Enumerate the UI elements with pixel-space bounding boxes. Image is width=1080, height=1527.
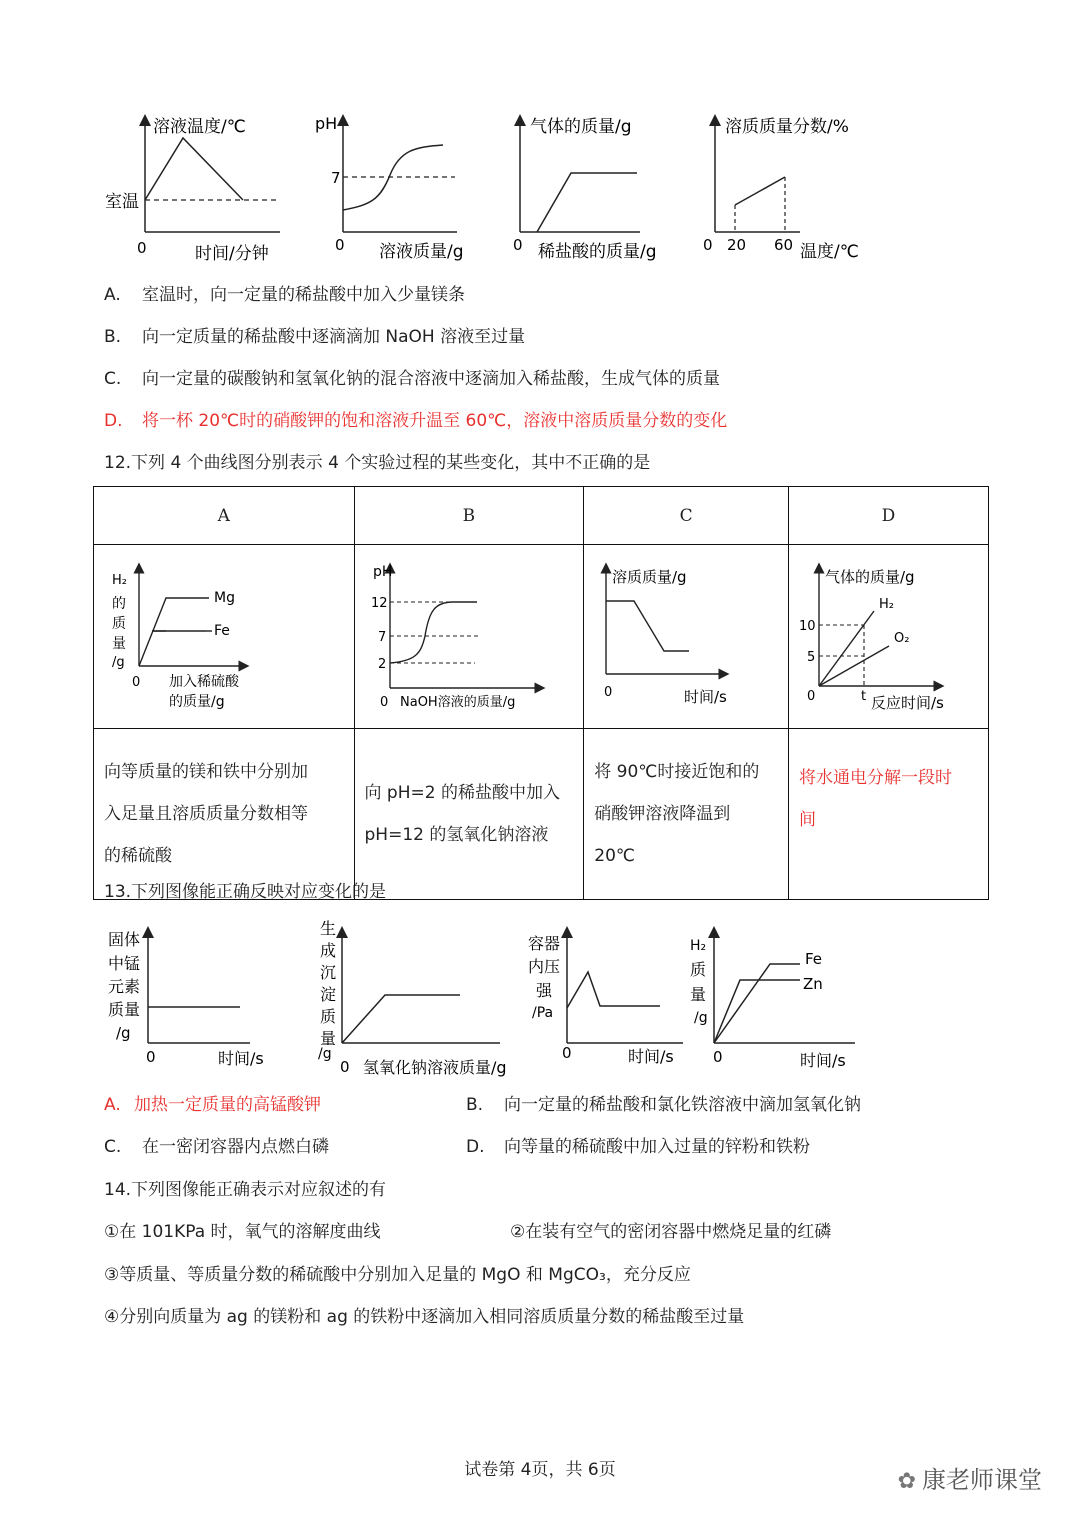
q11-g2-tick: 7 xyxy=(331,169,341,187)
q11-graph-temperature xyxy=(105,117,280,264)
q13g4-y: /g xyxy=(694,1010,708,1026)
q13-option-c xyxy=(104,1136,329,1158)
q13-option-a xyxy=(104,1094,321,1116)
q13g1-y: /g xyxy=(116,1024,131,1042)
q13g4-s2: Zn xyxy=(803,975,823,993)
q12-table xyxy=(93,486,989,900)
q11-g3-xlabel: 稀盐酸的质量/g xyxy=(538,242,657,262)
q13g3-y: 强 xyxy=(536,981,553,1000)
q12d-ylabel: 气体的质量/g xyxy=(825,568,915,586)
q11-option-b xyxy=(104,326,525,348)
option-text: 加热一定质量的高锰酸钾 xyxy=(134,1095,321,1115)
q13-stem: 13.下列图像能正确反映对应变化的是 xyxy=(104,882,387,902)
q12a-y2: 的 xyxy=(112,596,126,612)
q12-figure-c xyxy=(584,545,789,729)
q12-header-d: D xyxy=(789,487,989,545)
option-text: 在一密闭容器内点燃白磷 xyxy=(142,1137,329,1157)
option-text: 向一定量的碳酸钠和氢氧化钠的混合溶液中逐滴加入稀盐酸，生成气体的质量 xyxy=(142,369,720,389)
desc-line: 硝酸钾溶液降温到 xyxy=(594,804,731,824)
q12a-origin: 0 xyxy=(132,675,141,690)
q13g2-y: 沉 xyxy=(320,963,337,982)
q12-figure-b xyxy=(354,545,584,729)
q12b-xlabel: NaOH溶液的质量/g xyxy=(399,695,515,710)
q12-desc-a xyxy=(94,729,355,900)
q12c-origin: 0 xyxy=(604,685,613,700)
option-label: D. xyxy=(104,411,123,431)
q11-g2-origin: 0 xyxy=(335,236,345,254)
q11-option-d xyxy=(104,410,727,432)
q12b-t2: 2 xyxy=(377,657,386,672)
q12b-ylabel: pH xyxy=(372,564,392,580)
q13g4-s1: Fe xyxy=(805,950,823,968)
q11-graph-ph xyxy=(315,114,464,262)
q14-item-4: ④分别向质量为 ag 的镁粉和 ag 的铁粉中逐滴加入相同溶质质量分数的稀盐酸至过量 xyxy=(104,1307,745,1327)
q12c-xlabel: 时间/s xyxy=(684,688,728,706)
q12-header-c: C xyxy=(584,487,789,545)
q13g1-y: 固体 xyxy=(108,930,141,949)
q13g4-y: 量 xyxy=(690,985,707,1004)
q13g2-xlabel: 氢氧化钠溶液质量/g xyxy=(363,1058,507,1077)
q11-g1-ref: 室温 xyxy=(105,192,139,212)
q12a-y4: 量 xyxy=(112,636,126,652)
q13g1-y: 质量 xyxy=(108,1000,141,1019)
q11-option-c xyxy=(104,368,720,390)
q13g2-y: 淀 xyxy=(320,985,337,1004)
q12-desc-d xyxy=(789,729,989,900)
q11-g4-tick1: 20 xyxy=(727,236,747,254)
option-text: 向等量的稀硫酸中加入过量的锌粉和铁粉 xyxy=(504,1137,810,1157)
q11-g3-origin: 0 xyxy=(513,236,523,254)
q14-item-2: ②在装有空气的密闭容器中燃烧足量的红磷 xyxy=(510,1222,832,1242)
q13g4-y: 质 xyxy=(690,960,707,979)
q12-header-a: A xyxy=(94,487,355,545)
q12b-t12: 12 xyxy=(370,596,388,611)
q11-g2-xlabel: 溶液质量/g xyxy=(379,242,464,262)
q13g3-y: /Pa xyxy=(532,1005,554,1021)
q12b-t7: 7 xyxy=(377,630,386,645)
q11-graph-fraction xyxy=(703,117,859,262)
q13-graphs xyxy=(100,920,880,1085)
q13g1-origin: 0 xyxy=(146,1048,156,1066)
q12d-t10: 10 xyxy=(799,619,816,634)
watermark-text: 康老师课堂 xyxy=(922,1466,1042,1494)
q13g2-y: 成 xyxy=(320,941,337,960)
option-label: A. xyxy=(104,1095,121,1115)
option-text: 向一定量的稀盐酸和氯化铁溶液中滴加氢氧化钠 xyxy=(504,1095,861,1115)
q13g3-xlabel: 时间/s xyxy=(628,1047,674,1066)
q13g2-y: /g xyxy=(318,1046,332,1062)
q12a-x2: 的质量/g xyxy=(169,694,225,710)
q11-g2-ylabel: pH xyxy=(315,114,338,133)
q11-g3-ylabel: 气体的质量/g xyxy=(530,117,632,137)
q12d-origin: 0 xyxy=(807,689,816,704)
q12-figure-a xyxy=(94,545,355,729)
q13g2-y: 量 xyxy=(320,1029,337,1048)
q13-option-d xyxy=(466,1136,810,1158)
q12d-s2: O₂ xyxy=(894,631,910,646)
q13g2-y: 生 xyxy=(320,920,337,938)
q13g2-origin: 0 xyxy=(340,1058,350,1076)
q13-option-b xyxy=(466,1094,861,1116)
q13g4-origin: 0 xyxy=(713,1048,723,1066)
q13g1-y: 元素 xyxy=(108,977,141,996)
q12d-t5: 5 xyxy=(807,650,816,665)
q12d-xlabel: 反应时间/s xyxy=(871,694,944,712)
q11-g4-origin: 0 xyxy=(703,236,713,254)
q12a-x1: 加入稀硫酸 xyxy=(169,674,239,690)
option-label: A. xyxy=(104,285,121,305)
desc-line: 的稀硫酸 xyxy=(104,846,172,866)
page-footer: 试卷第 4页，共 6页 xyxy=(464,1460,616,1480)
q12-header-b: B xyxy=(354,487,584,545)
q14-item-3: ③等质量、等质量分数的稀硫酸中分别加入足量的 MgO 和 MgCO₃，充分反应 xyxy=(104,1265,691,1285)
desc-line: 向等质量的镁和铁中分别加 xyxy=(104,762,308,782)
q11-g4-tick2: 60 xyxy=(774,236,794,254)
q12a-y5: /g xyxy=(112,655,125,670)
desc-line: pH=12 的氢氧化钠溶液 xyxy=(364,825,549,845)
q13-graph-pressure xyxy=(528,932,683,1066)
q13g2-y: 质 xyxy=(320,1007,337,1026)
q13-graph-hydrogen xyxy=(690,932,855,1070)
q13g3-y: 容器 xyxy=(528,934,561,953)
option-label: C. xyxy=(104,1137,122,1157)
q11-g4-ylabel: 溶质质量分数/% xyxy=(725,117,849,137)
q11-graph-gas xyxy=(513,117,657,262)
q12-stem: 12.下列 4 个曲线图分别表示 4 个实验过程的某些变化，其中不正确的是 xyxy=(104,453,651,473)
q11-g1-ylabel: 溶液温度/℃ xyxy=(153,117,246,137)
desc-line: 20℃ xyxy=(594,846,635,866)
q12-desc-b xyxy=(354,729,584,900)
q12a-s2: Fe xyxy=(214,623,230,639)
option-label: B. xyxy=(466,1095,484,1115)
desc-line: 将 90℃时接近饱和的 xyxy=(594,762,760,782)
q13-graph-manganese xyxy=(108,930,264,1068)
q14-item-1: ①在 101KPa 时，氧气的溶解度曲线 xyxy=(104,1222,381,1242)
q13g1-y: 中锰 xyxy=(108,954,141,973)
q13-graph-precipitate xyxy=(318,920,507,1077)
watermark xyxy=(898,1460,1042,1495)
option-label: B. xyxy=(104,327,122,347)
q12b-origin: 0 xyxy=(379,695,388,710)
q12a-y3: 质 xyxy=(112,616,126,632)
q11-graphs xyxy=(95,105,875,270)
option-text: 将一杯 20℃时的硝酸钾的饱和溶液升温至 60℃，溶液中溶质质量分数的变化 xyxy=(142,411,728,431)
option-text: 室温时，向一定量的稀盐酸中加入少量镁条 xyxy=(142,285,465,305)
option-text: 向一定质量的稀盐酸中逐滴滴加 NaOH 溶液至过量 xyxy=(142,327,526,347)
q14-stem: 14.下列图像能正确表示对应叙述的有 xyxy=(104,1180,387,1200)
desc-line: 入足量且溶质质量分数相等 xyxy=(104,804,308,824)
q12a-s1: Mg xyxy=(214,590,235,606)
q12d-tt: t xyxy=(861,689,867,704)
q13g3-y: 内压 xyxy=(528,957,561,976)
option-label: D. xyxy=(466,1137,485,1157)
desc-line: 向 pH=2 的稀盐酸中加入 xyxy=(364,783,560,803)
option-label: C. xyxy=(104,369,122,389)
q12c-ylabel: 溶质质量/g xyxy=(612,568,687,586)
q11-g4-xlabel: 温度/℃ xyxy=(800,242,859,262)
q11-g1-xlabel: 时间/分钟 xyxy=(195,244,269,264)
q12d-s1: H₂ xyxy=(879,597,894,612)
q12a-y1: H₂ xyxy=(112,573,127,588)
q13g1-xlabel: 时间/s xyxy=(218,1049,264,1068)
q13g4-y: H₂ xyxy=(690,938,707,954)
q12-desc-c xyxy=(584,729,789,900)
desc-line: 间 xyxy=(799,810,816,830)
q13g4-xlabel: 时间/s xyxy=(800,1051,846,1070)
q12-figure-d xyxy=(789,545,989,729)
q11-option-a xyxy=(104,284,465,306)
q13g3-origin: 0 xyxy=(562,1044,572,1062)
q11-g1-origin: 0 xyxy=(137,239,147,257)
desc-line: 将水通电分解一段时 xyxy=(799,768,952,788)
wechat-icon: ✿ xyxy=(897,1469,916,1494)
